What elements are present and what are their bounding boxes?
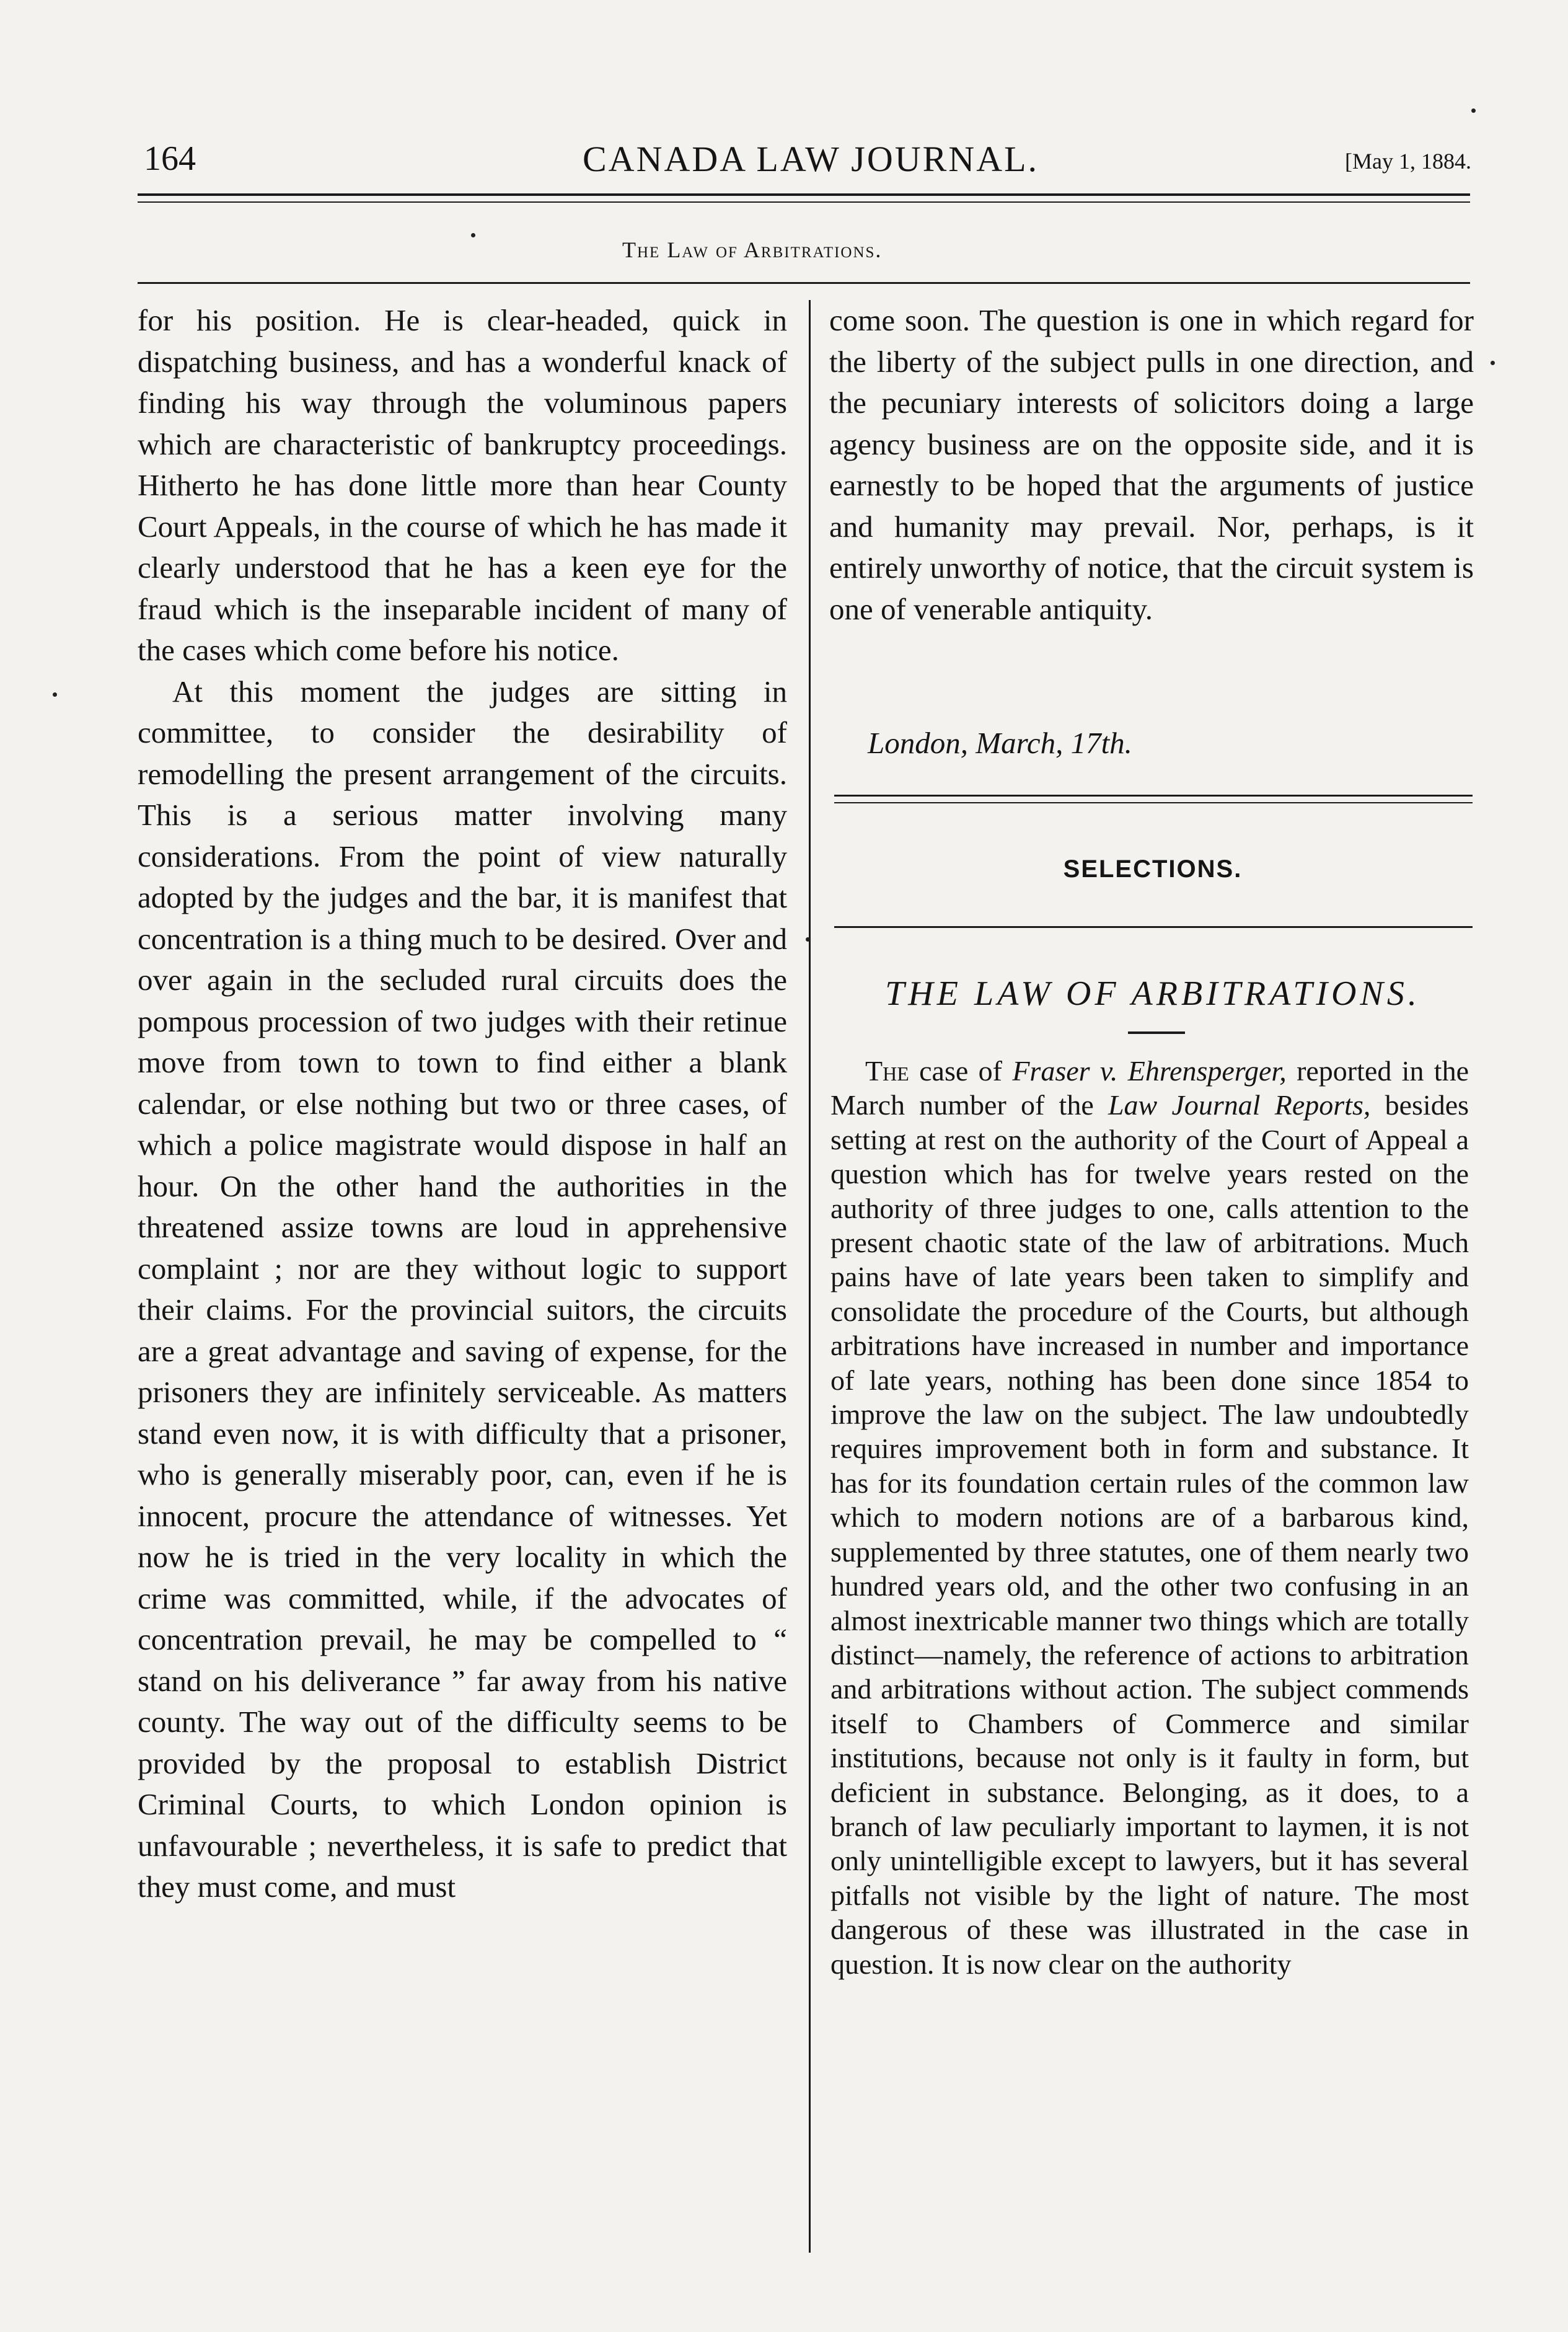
article-lead-word: The: [865, 1055, 909, 1087]
issue-date: [May 1, 1884.: [1345, 149, 1471, 174]
page-number: 164: [144, 139, 196, 178]
running-head-rule: [138, 282, 1470, 284]
article-text-1: reported in the March number of the: [830, 1055, 1469, 1121]
section-rule-top: [834, 795, 1473, 797]
column-divider: [809, 300, 811, 2253]
print-speck: [1491, 361, 1495, 365]
right-column-top: [829, 300, 1474, 630]
running-head: The Law of Arbitrations.: [622, 237, 883, 262]
left-column: [138, 300, 787, 1908]
left-paragraph-1: for his position. He is clear-headed, quick in dispatching business, and has a wonderful knack of finding his way through the voluminous papers which are characteristic of bankruptcy proceedings. Hitherto he has done little more than hear County Court Appeals, in the course of which he has made it clearly understood that he has a keen eye for the fraud which is the inseparable incident of many of the cases which come before his notice.: [138, 303, 787, 667]
print-speck: [53, 692, 57, 697]
print-speck: [1471, 108, 1476, 113]
article-paragraph: The case of Fraser v. Ehrensperger, reported in the March number of the Law Journal Reports, besides setting at rest on the authority of the Court of Appeal a question which has for twelve years rested on the authority of three judges to one, calls attention to the present chaotic state of the law of arbitrations. Much pains have of late years been taken to simplify and consolidate the procedure of the Courts, but although arbitrations have increased in number and importance of late years, nothing has been done since 1854 to improve the law on the subject. The law undoubtedly requires improvement both in form and substance. It has for its foundation certain rules of the common law which to modern notions are of a barbarous kind, supplemented by three statutes, one of them nearly two hundred years old, and the other two confusing in an almost inextricable manner two things which are totally distinct—namely, the reference of actions to arbitration and arbitrations without action. The subject commends itself to Chambers of Commerce and similar institutions, because not only is it faulty in form, but deficient in substance. Belonging, as it does, to a branch of law peculiarly important to laymen, it is not only unintelligible except to lawyers, but it has several pitfalls not visible by the light of nature. The most dangerous of these was illustrated in the case in question. It is now clear on the authority: [830, 1055, 1469, 1980]
print-speck: [806, 937, 810, 942]
right-paragraph-1: come soon. The question is one in which regard for the liberty of the subject pulls in one direction, and the pecuniary interests of solicitors doing a large agency business are on the opposite side, and it is earnestly to be hoped that the arguments of justice and humanity may prevail. Nor, perhaps, is it entirely unworthy of notice, that the circuit system is one of venerable antiquity.: [829, 303, 1474, 626]
header-rule-top: [138, 193, 1470, 196]
left-paragraph-2: At this moment the judges are sitting in committee, to consider the desirability of remodelling the present arrangement of the circuits. This is a serious matter involving many considerations. From the point of view naturally adopted by the judges and the bar, it is manifest that concentration is a thing much to be desired. Over and over again in the secluded rural circuits does the pompous procession of two judges with their retinue move from town to town to find either a blank calendar, or else nothing but two or three cases, of which a police magistrate would dispose in half an hour. On the other hand the authorities in the threatened assize towns are loud in apprehensive complaint ; nor are they without logic to support their claims. For the provincial suitors, the circuits are a great advantage and saving of expense, for the prisoners they are infinitely serviceable. As matters stand even now, it is with difficulty that a prisoner, who is generally miserably poor, can, even if he is innocent, procure the attendance of witnesses. Yet now he is tried in the very locality in which the crime was committed, while, if the advocates of concentration prevail, he may be compelled to “ stand on his deliverance ” far away from his native county. The way out of the difficulty seems to be provided by the proposal to establish District Criminal Courts, to which London opinion is unfavourable ; nevertheless, it is safe to predict that they must come, and must: [138, 674, 787, 1904]
case-name: Fraser v. Ehrensperger,: [1012, 1055, 1287, 1087]
journal-title: CANADA LAW JOURNAL.: [583, 139, 1039, 179]
header-rule-bottom: [138, 201, 1470, 203]
section-title: SELECTIONS.: [1063, 855, 1243, 883]
article-title-rule: [1128, 1031, 1185, 1034]
section-rule-bottom: [834, 802, 1473, 803]
article-text-2: besides setting at rest on the authority of the Court of Appeal a question which has for twelve years rested on the authority of three judges to one, calls attention to the present chaotic state of the law of arbitrations. Much pains have of late years been taken to simplify and consolidate the procedure of the Courts, but although arbitrations have increased in number and importance of late years, nothing has been done since 1854 to improve the law on the subject. The law undoubtedly requires improvement both in form and substance. It has for its foundation certain rules of the common law which to modern notions are of a barbarous kind, supplemented by three statutes, one of them nearly two hundred years old, and the other two confusing in an almost inextricable manner two things which are totally distinct—namely, the reference of actions to arbitration and arbitrations without action. The subject commends itself to Chambers of Commerce and similar institutions, because not only is it faulty in form, but deficient in substance. Belonging, as it does, to a branch of law peculiarly important to laymen, it is not only unintelligible except to lawyers, but it has several pitfalls not visible by the light of nature. The most dangerous of these was illustrated in the case in question. It is now clear on the authority: [830, 1089, 1469, 1980]
print-speck: [471, 233, 475, 237]
article-body: [830, 1054, 1469, 1981]
section-title-rule: [834, 926, 1473, 928]
article-title: THE LAW OF ARBITRATIONS.: [885, 974, 1420, 1013]
signoff: London, March, 17th.: [868, 726, 1132, 760]
reports-name: Law Journal Reports,: [1108, 1089, 1371, 1121]
